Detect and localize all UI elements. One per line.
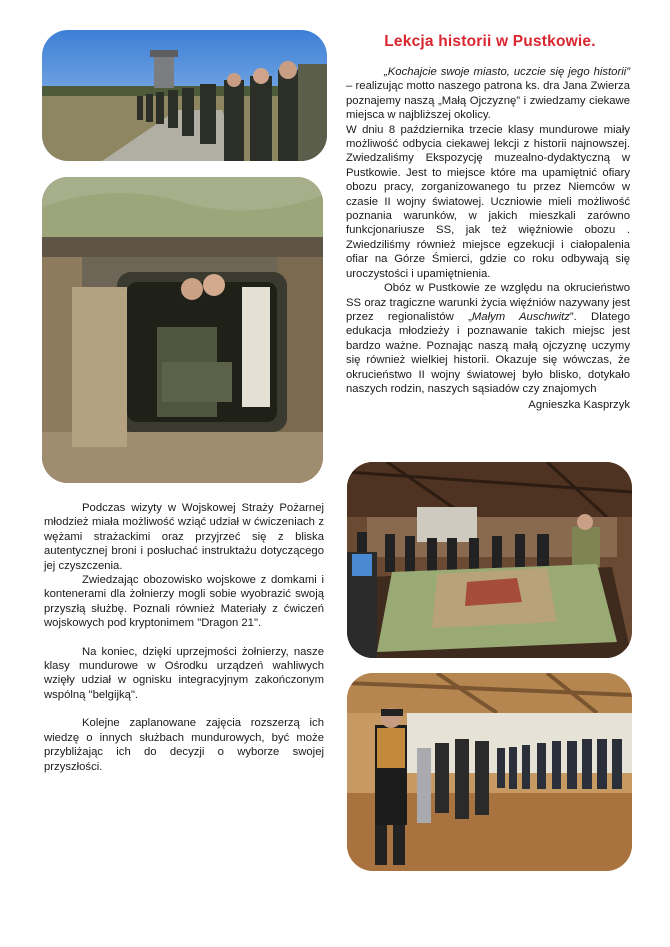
- left-paragraph-4: Kolejne zaplanowane zajęcia rozszerzą ich wiedzę o innych służbach mundurowych, być może przybliżając ich do decyzji o wyborze swojej przyszłości.: [44, 717, 324, 773]
- photo-museum-model: [347, 462, 632, 658]
- article-paragraph-1: „Kochajcie swoje miasto, uczcie się jego historii” – realizując motto naszego patrona ks. dra Jana Zwierza poznajemy naszą „Małą Ojczyznę” i zwiedzamy ciekawe miejsca w najbliższej okolicy.: [346, 66, 630, 122]
- article-title: Lekcja historii w Pustkowie.: [384, 33, 596, 50]
- article-paragraph-3: Obóz w Pustkowie ze względu na okrucieństwo SS oraz tragiczne warunki życia więźniów nazywany jest przez regionalistów „Małym Auschwitz”. Dlatego edukacja młodzieży i poznawanie takich miejsc jest bardzo ważne. Poznając naszą małą ojczyznę uczymy się również wielkiej historii. Okazuje się wówczas, że okrucieństwo II wojny światowej było blisko, dotykało naszych rodzin, naszych sąsiadów czy znajomych: [346, 282, 630, 395]
- photo-armored-vehicle: [42, 177, 323, 483]
- left-paragraph-2: Zwiedzając obozowisko wojskowe z domkami i kontenerami dla żołnierzy mogli sobie wyobrazić swoją przyszłą służbę. Poznali również Materiały z ćwiczeń wojskowych pod kryptonimem "Dragon 21".: [44, 574, 324, 630]
- motto-quote: „Kochajcie swoje miasto, uczcie się jego historii”: [384, 66, 630, 78]
- left-paragraph-1: Podczas wizyty w Wojskowej Straży Pożarnej młodzież miała możliwość wziąć udział w ćwiczeniach z wężami strażackimi oraz przyjrzeć się z bliska autentycznej broni i posłuchać instruktażu dotyczącego jej czyszczenia.: [44, 502, 324, 572]
- left-text: [44, 501, 324, 774]
- photo-exhibition-hall: [347, 673, 632, 871]
- photo-students-outdoors: [42, 30, 327, 161]
- article-author: Agnieszka Kasprzyk: [528, 399, 630, 412]
- left-paragraph-3: Na koniec, dzięki uprzejmości żołnierzy, nasze klasy mundurowe w Ośrodku urządzeń wahliwych wzięły udział w ognisku integracyjnym zakończonym wspólną "belgijką".: [44, 645, 324, 701]
- article-body: [346, 65, 630, 413]
- article-paragraph-2: W dniu 8 października trzecie klasy mundurowe miały możliwość odbycia ciekawej lekcji z historii najnowszej. Zwiedzaliśmy Ekspozycję muzealno-dydaktyczną w Pustkowie. Jest to miejsce które ma upamiętnić ofiary obozu pracy, zorganizowanego tu przez Niemców w czasie II wojny światowej. Uczniowie mieli możliwość poznania warunków, w jakich mieszkali zarówno funkcjonariusze SS, jak też więźniowie obozu . Zwiedziliśmy również miejsce egzekucji i ciałopalenia ofiar na Górze Śmierci, gdzie co roku odbywają się uroczystości i upamiętnienia.: [346, 123, 630, 280]
